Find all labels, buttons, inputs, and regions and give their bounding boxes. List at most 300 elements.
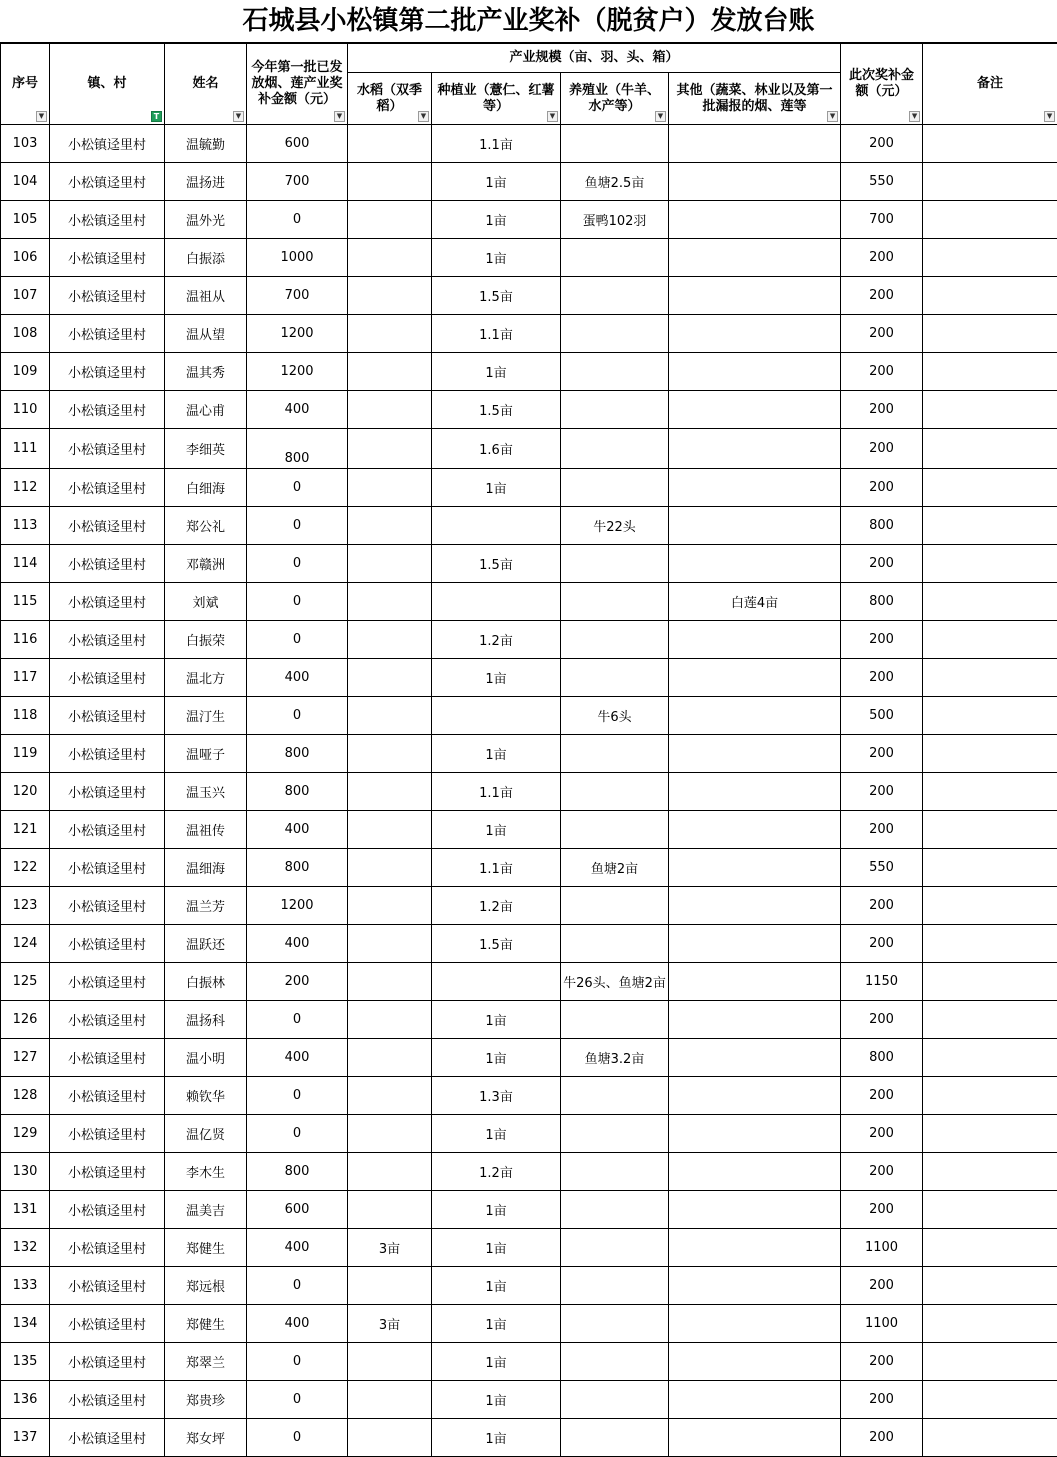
cell-village[interactable]: 小松镇迳里村	[50, 1343, 165, 1381]
dropdown-arrow-icon[interactable]: ▼	[827, 111, 838, 122]
cell-breeding[interactable]	[561, 1077, 669, 1115]
cell-remark[interactable]	[923, 201, 1057, 239]
cell-rice[interactable]	[348, 925, 432, 963]
cell-first-batch[interactable]: 0	[247, 1419, 348, 1457]
cell-planting[interactable]: 1亩	[432, 1419, 561, 1457]
cell-breeding[interactable]: 牛22头	[561, 507, 669, 545]
cell-remark[interactable]	[923, 1305, 1057, 1343]
cell-village[interactable]: 小松镇迳里村	[50, 659, 165, 697]
cell-planting[interactable]: 1亩	[432, 1039, 561, 1077]
cell-planting[interactable]: 1亩	[432, 735, 561, 773]
cell-village[interactable]: 小松镇迳里村	[50, 545, 165, 583]
cell-name[interactable]: 郑女坪	[165, 1419, 247, 1457]
cell-amount[interactable]: 500	[841, 697, 923, 735]
cell-remark[interactable]	[923, 849, 1057, 887]
dropdown-arrow-icon[interactable]: ▼	[233, 111, 244, 122]
cell-name[interactable]: 邓赣洲	[165, 545, 247, 583]
cell-planting[interactable]: 1亩	[432, 659, 561, 697]
cell-planting[interactable]: 1亩	[432, 1381, 561, 1419]
cell-planting[interactable]: 1亩	[432, 353, 561, 391]
cell-rice[interactable]	[348, 963, 432, 1001]
cell-first-batch[interactable]: 1000	[247, 239, 348, 277]
cell-breeding[interactable]: 鱼塘2.5亩	[561, 163, 669, 201]
cell-breeding[interactable]	[561, 773, 669, 811]
cell-planting[interactable]: 1亩	[432, 1229, 561, 1267]
cell-seq[interactable]: 106	[1, 239, 50, 277]
cell-planting[interactable]: 1.6亩	[432, 429, 561, 469]
cell-name[interactable]: 温跃还	[165, 925, 247, 963]
cell-remark[interactable]	[923, 353, 1057, 391]
cell-name[interactable]: 赖钦华	[165, 1077, 247, 1115]
cell-seq[interactable]: 116	[1, 621, 50, 659]
cell-name[interactable]: 温祖从	[165, 277, 247, 315]
cell-seq[interactable]: 127	[1, 1039, 50, 1077]
cell-amount[interactable]: 200	[841, 1115, 923, 1153]
cell-first-batch[interactable]: 700	[247, 163, 348, 201]
cell-seq[interactable]: 130	[1, 1153, 50, 1191]
cell-first-batch[interactable]: 0	[247, 1115, 348, 1153]
cell-name[interactable]: 白振林	[165, 963, 247, 1001]
cell-rice[interactable]	[348, 697, 432, 735]
cell-name[interactable]: 白振荣	[165, 621, 247, 659]
cell-seq[interactable]: 117	[1, 659, 50, 697]
cell-first-batch[interactable]: 400	[247, 1039, 348, 1077]
cell-name[interactable]: 温从望	[165, 315, 247, 353]
cell-name[interactable]: 温兰芳	[165, 887, 247, 925]
cell-village[interactable]: 小松镇迳里村	[50, 1077, 165, 1115]
cell-village[interactable]: 小松镇迳里村	[50, 1229, 165, 1267]
cell-amount[interactable]: 200	[841, 1381, 923, 1419]
cell-rice[interactable]	[348, 1153, 432, 1191]
cell-seq[interactable]: 103	[1, 125, 50, 163]
cell-seq[interactable]: 121	[1, 811, 50, 849]
cell-seq[interactable]: 119	[1, 735, 50, 773]
cell-amount[interactable]: 200	[841, 391, 923, 429]
cell-other[interactable]	[669, 1153, 841, 1191]
cell-first-batch[interactable]: 0	[247, 469, 348, 507]
cell-name[interactable]: 郑远根	[165, 1267, 247, 1305]
cell-village[interactable]: 小松镇迳里村	[50, 1001, 165, 1039]
cell-seq[interactable]: 120	[1, 773, 50, 811]
cell-remark[interactable]	[923, 315, 1057, 353]
cell-rice[interactable]	[348, 583, 432, 621]
cell-first-batch[interactable]: 1200	[247, 353, 348, 391]
cell-breeding[interactable]	[561, 1153, 669, 1191]
cell-breeding[interactable]	[561, 1191, 669, 1229]
cell-remark[interactable]	[923, 125, 1057, 163]
cell-village[interactable]: 小松镇迳里村	[50, 697, 165, 735]
cell-planting[interactable]: 1.5亩	[432, 545, 561, 583]
dropdown-arrow-icon[interactable]: ▼	[36, 111, 47, 122]
cell-other[interactable]	[669, 391, 841, 429]
cell-planting[interactable]	[432, 507, 561, 545]
cell-other[interactable]	[669, 277, 841, 315]
cell-seq[interactable]: 114	[1, 545, 50, 583]
cell-breeding[interactable]: 鱼塘2亩	[561, 849, 669, 887]
cell-first-batch[interactable]: 0	[247, 583, 348, 621]
cell-village[interactable]: 小松镇迳里村	[50, 1267, 165, 1305]
cell-planting[interactable]: 1.1亩	[432, 125, 561, 163]
cell-first-batch[interactable]: 0	[247, 1267, 348, 1305]
cell-rice[interactable]	[348, 507, 432, 545]
cell-seq[interactable]: 131	[1, 1191, 50, 1229]
cell-amount[interactable]: 200	[841, 429, 923, 469]
cell-seq[interactable]: 125	[1, 963, 50, 1001]
cell-breeding[interactable]	[561, 1267, 669, 1305]
cell-village[interactable]: 小松镇迳里村	[50, 163, 165, 201]
cell-seq[interactable]: 129	[1, 1115, 50, 1153]
cell-amount[interactable]: 200	[841, 315, 923, 353]
cell-rice[interactable]	[348, 545, 432, 583]
cell-remark[interactable]	[923, 1153, 1057, 1191]
cell-breeding[interactable]	[561, 469, 669, 507]
cell-name[interactable]: 温毓勤	[165, 125, 247, 163]
cell-rice[interactable]: 3亩	[348, 1229, 432, 1267]
cell-first-batch[interactable]: 0	[247, 697, 348, 735]
cell-village[interactable]: 小松镇迳里村	[50, 1191, 165, 1229]
cell-other[interactable]	[669, 925, 841, 963]
cell-planting[interactable]: 1亩	[432, 1001, 561, 1039]
cell-amount[interactable]: 200	[841, 887, 923, 925]
cell-seq[interactable]: 108	[1, 315, 50, 353]
filter-active-icon[interactable]: T	[151, 111, 162, 122]
cell-rice[interactable]	[348, 1343, 432, 1381]
cell-planting[interactable]: 1.1亩	[432, 773, 561, 811]
cell-remark[interactable]	[923, 697, 1057, 735]
dropdown-arrow-icon[interactable]: ▼	[547, 111, 558, 122]
cell-remark[interactable]	[923, 773, 1057, 811]
cell-seq[interactable]: 133	[1, 1267, 50, 1305]
cell-planting[interactable]: 1.5亩	[432, 277, 561, 315]
cell-other[interactable]	[669, 963, 841, 1001]
cell-village[interactable]: 小松镇迳里村	[50, 583, 165, 621]
cell-first-batch[interactable]: 400	[247, 659, 348, 697]
cell-remark[interactable]	[923, 391, 1057, 429]
cell-planting[interactable]: 1亩	[432, 1305, 561, 1343]
cell-name[interactable]: 温心甫	[165, 391, 247, 429]
cell-planting[interactable]	[432, 697, 561, 735]
cell-breeding[interactable]	[561, 887, 669, 925]
cell-planting[interactable]	[432, 583, 561, 621]
dropdown-arrow-icon[interactable]: ▼	[418, 111, 429, 122]
cell-first-batch[interactable]: 0	[247, 1381, 348, 1419]
cell-first-batch[interactable]: 400	[247, 811, 348, 849]
cell-other[interactable]	[669, 1039, 841, 1077]
cell-first-batch[interactable]: 400	[247, 925, 348, 963]
cell-first-batch[interactable]: 400	[247, 1229, 348, 1267]
cell-planting[interactable]: 1.2亩	[432, 1153, 561, 1191]
cell-seq[interactable]: 109	[1, 353, 50, 391]
cell-amount[interactable]: 200	[841, 925, 923, 963]
cell-breeding[interactable]	[561, 391, 669, 429]
cell-rice[interactable]	[348, 353, 432, 391]
cell-first-batch[interactable]: 600	[247, 125, 348, 163]
cell-remark[interactable]	[923, 621, 1057, 659]
cell-other[interactable]	[669, 1229, 841, 1267]
cell-other[interactable]	[669, 1419, 841, 1457]
cell-amount[interactable]: 550	[841, 849, 923, 887]
cell-first-batch[interactable]: 800	[247, 429, 348, 469]
cell-breeding[interactable]	[561, 353, 669, 391]
cell-amount[interactable]: 800	[841, 1039, 923, 1077]
cell-remark[interactable]	[923, 735, 1057, 773]
cell-planting[interactable]: 1.5亩	[432, 925, 561, 963]
cell-planting[interactable]: 1亩	[432, 201, 561, 239]
cell-rice[interactable]	[348, 201, 432, 239]
cell-rice[interactable]	[348, 1077, 432, 1115]
cell-remark[interactable]	[923, 925, 1057, 963]
cell-village[interactable]: 小松镇迳里村	[50, 277, 165, 315]
cell-other[interactable]	[669, 507, 841, 545]
cell-village[interactable]: 小松镇迳里村	[50, 315, 165, 353]
cell-remark[interactable]	[923, 239, 1057, 277]
cell-amount[interactable]: 1150	[841, 963, 923, 1001]
cell-planting[interactable]: 1亩	[432, 1343, 561, 1381]
cell-rice[interactable]	[348, 811, 432, 849]
cell-breeding[interactable]: 蛋鸭102羽	[561, 201, 669, 239]
cell-name[interactable]: 李细英	[165, 429, 247, 469]
cell-village[interactable]: 小松镇迳里村	[50, 469, 165, 507]
cell-name[interactable]: 温哑子	[165, 735, 247, 773]
cell-rice[interactable]	[348, 315, 432, 353]
cell-rice[interactable]	[348, 239, 432, 277]
cell-other[interactable]	[669, 621, 841, 659]
cell-name[interactable]: 温亿贤	[165, 1115, 247, 1153]
cell-other[interactable]	[669, 125, 841, 163]
cell-first-batch[interactable]: 800	[247, 1153, 348, 1191]
cell-seq[interactable]: 105	[1, 201, 50, 239]
cell-breeding[interactable]	[561, 1381, 669, 1419]
cell-other[interactable]	[669, 545, 841, 583]
cell-village[interactable]: 小松镇迳里村	[50, 1153, 165, 1191]
cell-amount[interactable]: 200	[841, 545, 923, 583]
cell-amount[interactable]: 550	[841, 163, 923, 201]
cell-rice[interactable]	[348, 469, 432, 507]
cell-amount[interactable]: 200	[841, 1153, 923, 1191]
cell-amount[interactable]: 200	[841, 353, 923, 391]
cell-planting[interactable]: 1.1亩	[432, 849, 561, 887]
cell-amount[interactable]: 200	[841, 1077, 923, 1115]
cell-planting[interactable]: 1亩	[432, 1191, 561, 1229]
cell-planting[interactable]: 1亩	[432, 239, 561, 277]
cell-village[interactable]: 小松镇迳里村	[50, 1115, 165, 1153]
cell-first-batch[interactable]: 800	[247, 849, 348, 887]
cell-remark[interactable]	[923, 429, 1057, 469]
cell-village[interactable]: 小松镇迳里村	[50, 239, 165, 277]
cell-other[interactable]	[669, 811, 841, 849]
cell-village[interactable]: 小松镇迳里村	[50, 621, 165, 659]
cell-breeding[interactable]	[561, 621, 669, 659]
cell-remark[interactable]	[923, 545, 1057, 583]
cell-village[interactable]: 小松镇迳里村	[50, 353, 165, 391]
cell-other[interactable]	[669, 1077, 841, 1115]
cell-first-batch[interactable]: 1200	[247, 887, 348, 925]
cell-remark[interactable]	[923, 963, 1057, 1001]
cell-breeding[interactable]	[561, 1419, 669, 1457]
cell-breeding[interactable]	[561, 1001, 669, 1039]
cell-name[interactable]: 温美吉	[165, 1191, 247, 1229]
cell-seq[interactable]: 115	[1, 583, 50, 621]
cell-amount[interactable]: 200	[841, 469, 923, 507]
cell-village[interactable]: 小松镇迳里村	[50, 735, 165, 773]
cell-breeding[interactable]	[561, 583, 669, 621]
cell-first-batch[interactable]: 800	[247, 735, 348, 773]
cell-other[interactable]	[669, 201, 841, 239]
cell-amount[interactable]: 200	[841, 621, 923, 659]
cell-name[interactable]: 温细海	[165, 849, 247, 887]
cell-name[interactable]: 温北方	[165, 659, 247, 697]
cell-breeding[interactable]	[561, 545, 669, 583]
cell-name[interactable]: 郑翠兰	[165, 1343, 247, 1381]
cell-first-batch[interactable]: 700	[247, 277, 348, 315]
cell-first-batch[interactable]: 0	[247, 621, 348, 659]
cell-amount[interactable]: 200	[841, 773, 923, 811]
cell-amount[interactable]: 1100	[841, 1305, 923, 1343]
cell-remark[interactable]	[923, 583, 1057, 621]
cell-village[interactable]: 小松镇迳里村	[50, 963, 165, 1001]
cell-remark[interactable]	[923, 811, 1057, 849]
cell-other[interactable]	[669, 887, 841, 925]
cell-planting[interactable]: 1亩	[432, 163, 561, 201]
cell-village[interactable]: 小松镇迳里村	[50, 811, 165, 849]
cell-rice[interactable]	[348, 391, 432, 429]
cell-rice[interactable]	[348, 773, 432, 811]
cell-planting[interactable]: 1亩	[432, 1267, 561, 1305]
cell-amount[interactable]: 200	[841, 1343, 923, 1381]
cell-name[interactable]: 温其秀	[165, 353, 247, 391]
cell-remark[interactable]	[923, 1115, 1057, 1153]
cell-rice[interactable]	[348, 849, 432, 887]
cell-breeding[interactable]	[561, 735, 669, 773]
cell-seq[interactable]: 110	[1, 391, 50, 429]
cell-remark[interactable]	[923, 1267, 1057, 1305]
cell-first-batch[interactable]: 400	[247, 1305, 348, 1343]
cell-seq[interactable]: 107	[1, 277, 50, 315]
cell-amount[interactable]: 1100	[841, 1229, 923, 1267]
cell-remark[interactable]	[923, 1343, 1057, 1381]
dropdown-arrow-icon[interactable]: ▼	[909, 111, 920, 122]
cell-seq[interactable]: 135	[1, 1343, 50, 1381]
cell-village[interactable]: 小松镇迳里村	[50, 849, 165, 887]
cell-name[interactable]: 李木生	[165, 1153, 247, 1191]
cell-seq[interactable]: 112	[1, 469, 50, 507]
cell-planting[interactable]: 1亩	[432, 469, 561, 507]
cell-seq[interactable]: 118	[1, 697, 50, 735]
cell-name[interactable]: 温祖传	[165, 811, 247, 849]
cell-other[interactable]	[669, 773, 841, 811]
cell-seq[interactable]: 134	[1, 1305, 50, 1343]
cell-village[interactable]: 小松镇迳里村	[50, 925, 165, 963]
cell-breeding[interactable]: 鱼塘3.2亩	[561, 1039, 669, 1077]
cell-breeding[interactable]	[561, 315, 669, 353]
cell-other[interactable]	[669, 1115, 841, 1153]
cell-planting[interactable]	[432, 963, 561, 1001]
cell-amount[interactable]: 200	[841, 239, 923, 277]
cell-remark[interactable]	[923, 659, 1057, 697]
cell-village[interactable]: 小松镇迳里村	[50, 391, 165, 429]
cell-seq[interactable]: 122	[1, 849, 50, 887]
cell-amount[interactable]: 800	[841, 507, 923, 545]
cell-planting[interactable]: 1.2亩	[432, 621, 561, 659]
cell-other[interactable]	[669, 735, 841, 773]
cell-rice[interactable]	[348, 1419, 432, 1457]
cell-village[interactable]: 小松镇迳里村	[50, 507, 165, 545]
cell-seq[interactable]: 104	[1, 163, 50, 201]
cell-rice[interactable]	[348, 659, 432, 697]
cell-amount[interactable]: 200	[841, 277, 923, 315]
cell-rice[interactable]	[348, 1115, 432, 1153]
cell-remark[interactable]	[923, 1381, 1057, 1419]
cell-breeding[interactable]	[561, 239, 669, 277]
cell-planting[interactable]: 1.2亩	[432, 887, 561, 925]
cell-breeding[interactable]	[561, 925, 669, 963]
cell-remark[interactable]	[923, 1039, 1057, 1077]
cell-breeding[interactable]	[561, 1229, 669, 1267]
cell-village[interactable]: 小松镇迳里村	[50, 201, 165, 239]
cell-rice[interactable]	[348, 735, 432, 773]
cell-rice[interactable]	[348, 1039, 432, 1077]
cell-rice[interactable]	[348, 621, 432, 659]
cell-remark[interactable]	[923, 1077, 1057, 1115]
cell-rice[interactable]	[348, 163, 432, 201]
cell-breeding[interactable]: 牛6头	[561, 697, 669, 735]
cell-village[interactable]: 小松镇迳里村	[50, 1305, 165, 1343]
cell-rice[interactable]	[348, 1001, 432, 1039]
cell-first-batch[interactable]: 200	[247, 963, 348, 1001]
cell-breeding[interactable]	[561, 1343, 669, 1381]
cell-remark[interactable]	[923, 1191, 1057, 1229]
cell-amount[interactable]: 200	[841, 1267, 923, 1305]
cell-seq[interactable]: 111	[1, 429, 50, 469]
cell-other[interactable]	[669, 315, 841, 353]
cell-rice[interactable]	[348, 1191, 432, 1229]
cell-amount[interactable]: 200	[841, 735, 923, 773]
cell-other[interactable]	[669, 353, 841, 391]
cell-village[interactable]: 小松镇迳里村	[50, 125, 165, 163]
cell-rice[interactable]	[348, 1381, 432, 1419]
cell-other[interactable]	[669, 1343, 841, 1381]
cell-name[interactable]: 温玉兴	[165, 773, 247, 811]
cell-first-batch[interactable]: 0	[247, 507, 348, 545]
cell-name[interactable]: 刘斌	[165, 583, 247, 621]
cell-name[interactable]: 白细海	[165, 469, 247, 507]
cell-village[interactable]: 小松镇迳里村	[50, 887, 165, 925]
cell-seq[interactable]: 123	[1, 887, 50, 925]
cell-seq[interactable]: 126	[1, 1001, 50, 1039]
cell-other[interactable]	[669, 1305, 841, 1343]
cell-rice[interactable]	[348, 429, 432, 469]
cell-breeding[interactable]	[561, 429, 669, 469]
cell-other[interactable]	[669, 1191, 841, 1229]
cell-name[interactable]: 温小明	[165, 1039, 247, 1077]
cell-name[interactable]: 温扬科	[165, 1001, 247, 1039]
cell-remark[interactable]	[923, 163, 1057, 201]
cell-village[interactable]: 小松镇迳里村	[50, 1381, 165, 1419]
cell-remark[interactable]	[923, 469, 1057, 507]
cell-other[interactable]	[669, 469, 841, 507]
cell-breeding[interactable]	[561, 277, 669, 315]
cell-other[interactable]	[669, 697, 841, 735]
cell-amount[interactable]: 200	[841, 659, 923, 697]
cell-first-batch[interactable]: 0	[247, 1343, 348, 1381]
cell-planting[interactable]: 1亩	[432, 1115, 561, 1153]
cell-seq[interactable]: 124	[1, 925, 50, 963]
cell-rice[interactable]	[348, 277, 432, 315]
cell-remark[interactable]	[923, 1229, 1057, 1267]
cell-other[interactable]	[669, 429, 841, 469]
cell-other[interactable]	[669, 1381, 841, 1419]
cell-planting[interactable]: 1.1亩	[432, 315, 561, 353]
